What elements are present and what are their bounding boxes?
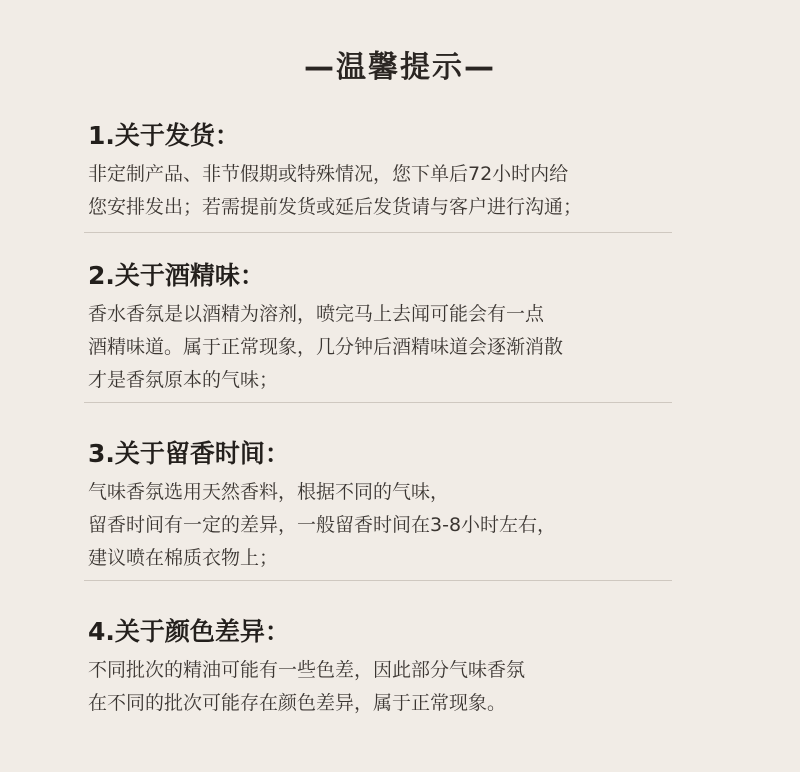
section-text-line: 您安排发出；若需提前发货或延后发货请与客户进行沟通； — [88, 196, 583, 218]
section-heading: 4.关于颜色差异： — [88, 617, 290, 646]
section-text-line: 不同批次的精油可能有一些色差，因此部分气味香氛 — [88, 659, 526, 681]
section-text-line: 在不同的批次可能存在颜色差异，属于正常现象。 — [88, 692, 507, 714]
section-divider — [84, 580, 672, 581]
section-alcohol-smell — [88, 258, 674, 397]
section-text-line: 香水香氛是以酒精为溶剂，喷完马上去闻可能会有一点 — [88, 303, 545, 325]
section-heading: 1.关于发货： — [88, 121, 240, 150]
section-text-line: 非定制产品、非节假期或特殊情况，您下单后72小时内给 — [88, 163, 569, 185]
section-divider — [84, 232, 672, 233]
section-text-line: 建议喷在棉质衣物上； — [88, 547, 279, 569]
section-color-difference — [88, 614, 674, 720]
section-heading: 2.关于酒精味： — [88, 261, 265, 290]
section-text-line: 酒精味道。属于正常现象，几分钟后酒精味道会逐渐消散 — [88, 336, 564, 358]
section-text-line: 留香时间有一定的差异，一般留香时间在3-8小时左右， — [88, 514, 557, 536]
page-title: —温馨提示— — [304, 50, 496, 85]
section-text-line: 气味香氛选用天然香料，根据不同的气味， — [88, 481, 450, 503]
section-text-line: 才是香氛原本的气味； — [88, 369, 279, 391]
section-divider — [84, 402, 672, 403]
section-heading: 3.关于留香时间： — [88, 439, 290, 468]
section-shipping — [88, 118, 674, 224]
section-lasting-time — [88, 436, 674, 575]
